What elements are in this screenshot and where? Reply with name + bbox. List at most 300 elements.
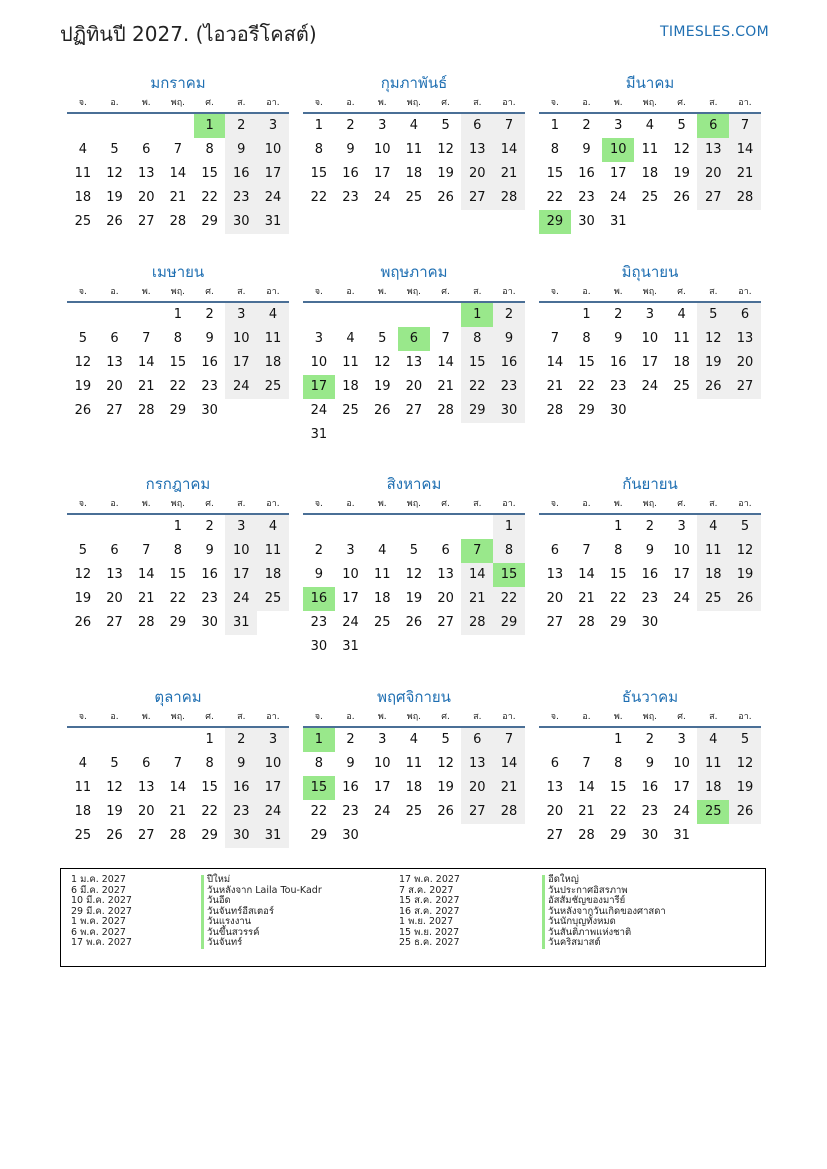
day-cell[interactable]: 19 (405, 591, 423, 606)
day-cell[interactable]: 21 (169, 190, 187, 205)
day-cell[interactable]: 6 (729, 303, 761, 327)
holiday-day-cell[interactable]: 6 (697, 114, 729, 138)
day-cell[interactable]: 26 (106, 214, 123, 229)
day-cell[interactable]: 16 (342, 166, 359, 181)
day-cell[interactable]: 25 (405, 190, 423, 205)
day-cell[interactable]: 11 (641, 142, 659, 157)
holiday-day-cell[interactable]: 6 (398, 327, 430, 351)
day-cell[interactable]: 14 (137, 355, 155, 370)
day-cell[interactable]: 7 (142, 331, 151, 346)
day-cell[interactable]: 18 (697, 776, 729, 800)
day-cell[interactable]: 30 (201, 403, 218, 418)
holiday-day-cell[interactable]: 1 (194, 114, 226, 138)
day-cell[interactable]: 16 (493, 351, 525, 375)
day-cell[interactable]: 9 (645, 543, 655, 558)
day-cell[interactable]: 28 (137, 615, 155, 630)
day-cell[interactable]: 9 (614, 331, 623, 346)
day-cell[interactable]: 16 (201, 355, 218, 370)
day-cell[interactable]: 9 (582, 142, 591, 157)
day-cell[interactable]: 7 (493, 728, 525, 752)
day-cell[interactable]: 24 (641, 379, 659, 394)
day-cell[interactable]: 7 (142, 543, 151, 558)
day-cell[interactable]: 19 (697, 351, 729, 375)
day-cell[interactable]: 17 (225, 563, 257, 587)
day-cell[interactable]: 18 (405, 166, 423, 181)
day-cell[interactable]: 12 (405, 567, 423, 582)
day-cell[interactable]: 20 (405, 379, 423, 394)
day-cell[interactable]: 28 (729, 186, 761, 210)
day-cell[interactable]: 18 (641, 166, 659, 181)
day-cell[interactable]: 30 (493, 399, 525, 423)
day-cell[interactable]: 23 (578, 190, 595, 205)
day-cell[interactable]: 24 (609, 190, 627, 205)
day-cell[interactable]: 20 (461, 776, 493, 800)
day-cell[interactable]: 6 (110, 331, 119, 346)
day-cell[interactable]: 29 (310, 828, 328, 843)
day-cell[interactable]: 14 (493, 138, 525, 162)
day-cell[interactable]: 13 (405, 355, 423, 370)
day-cell[interactable]: 2 (225, 728, 257, 752)
day-cell[interactable]: 7 (550, 331, 559, 346)
day-cell[interactable]: 31 (342, 639, 359, 654)
day-cell[interactable]: 19 (729, 776, 761, 800)
day-cell[interactable]: 30 (225, 210, 257, 234)
day-cell[interactable]: 4 (257, 303, 289, 327)
day-cell[interactable]: 24 (673, 804, 690, 819)
day-cell[interactable]: 5 (110, 142, 119, 157)
day-cell[interactable]: 12 (373, 355, 391, 370)
day-cell[interactable]: 4 (78, 142, 87, 157)
day-cell[interactable]: 12 (697, 327, 729, 351)
day-cell[interactable]: 9 (346, 142, 355, 157)
day-cell[interactable]: 13 (437, 567, 454, 582)
day-cell[interactable]: 14 (493, 752, 525, 776)
day-cell[interactable]: 10 (257, 752, 289, 776)
day-cell[interactable]: 11 (342, 355, 359, 370)
day-cell[interactable]: 16 (641, 780, 659, 795)
day-cell[interactable]: 18 (257, 563, 289, 587)
day-cell[interactable]: 5 (441, 732, 450, 747)
day-cell[interactable]: 2 (205, 307, 214, 322)
day-cell[interactable]: 18 (74, 190, 92, 205)
day-cell[interactable]: 28 (493, 800, 525, 824)
day-cell[interactable]: 21 (729, 162, 761, 186)
day-cell[interactable]: 11 (257, 327, 289, 351)
day-cell[interactable]: 12 (729, 539, 761, 563)
day-cell[interactable]: 3 (257, 114, 289, 138)
day-cell[interactable]: 4 (346, 331, 355, 346)
day-cell[interactable]: 23 (342, 804, 359, 819)
day-cell[interactable]: 5 (677, 118, 686, 133)
day-cell[interactable]: 13 (546, 567, 564, 582)
day-cell[interactable]: 29 (201, 828, 218, 843)
day-cell[interactable]: 24 (225, 587, 257, 611)
day-cell[interactable]: 19 (729, 563, 761, 587)
day-cell[interactable]: 18 (697, 563, 729, 587)
day-cell[interactable]: 23 (342, 190, 359, 205)
day-cell[interactable]: 17 (373, 166, 391, 181)
day-cell[interactable]: 24 (342, 615, 359, 630)
day-cell[interactable]: 24 (673, 591, 690, 606)
day-cell[interactable]: 5 (378, 331, 387, 346)
day-cell[interactable]: 27 (106, 403, 123, 418)
day-cell[interactable]: 17 (673, 567, 690, 582)
day-cell[interactable]: 28 (169, 828, 187, 843)
day-cell[interactable]: 18 (342, 379, 359, 394)
day-cell[interactable]: 21 (137, 379, 155, 394)
day-cell[interactable]: 18 (257, 351, 289, 375)
day-cell[interactable]: 27 (137, 214, 155, 229)
day-cell[interactable]: 3 (378, 732, 387, 747)
day-cell[interactable]: 19 (437, 780, 454, 795)
day-cell[interactable]: 4 (677, 307, 686, 322)
day-cell[interactable]: 24 (257, 800, 289, 824)
day-cell[interactable]: 5 (729, 515, 761, 539)
day-cell[interactable]: 9 (314, 567, 323, 582)
day-cell[interactable]: 12 (729, 752, 761, 776)
day-cell[interactable]: 8 (314, 142, 323, 157)
day-cell[interactable]: 4 (78, 756, 87, 771)
day-cell[interactable]: 20 (729, 351, 761, 375)
day-cell[interactable]: 2 (346, 118, 355, 133)
day-cell[interactable]: 26 (437, 804, 454, 819)
day-cell[interactable]: 28 (578, 828, 595, 843)
day-cell[interactable]: 16 (609, 355, 627, 370)
day-cell[interactable]: 28 (578, 615, 595, 630)
day-cell[interactable]: 28 (437, 403, 454, 418)
day-cell[interactable]: 27 (461, 186, 493, 210)
day-cell[interactable]: 29 (578, 403, 595, 418)
day-cell[interactable]: 7 (173, 142, 183, 157)
day-cell[interactable]: 20 (546, 591, 564, 606)
day-cell[interactable]: 2 (493, 303, 525, 327)
day-cell[interactable]: 8 (173, 543, 183, 558)
day-cell[interactable]: 6 (142, 756, 151, 771)
day-cell[interactable]: 15 (461, 351, 493, 375)
day-cell[interactable]: 16 (201, 567, 218, 582)
day-cell[interactable]: 29 (493, 611, 525, 635)
day-cell[interactable]: 14 (578, 567, 595, 582)
day-cell[interactable]: 16 (225, 776, 257, 800)
day-cell[interactable]: 10 (373, 142, 391, 157)
day-cell[interactable]: 7 (582, 756, 591, 771)
day-cell[interactable]: 18 (673, 355, 690, 370)
day-cell[interactable]: 8 (205, 142, 214, 157)
day-cell[interactable]: 22 (609, 804, 627, 819)
day-cell[interactable]: 22 (201, 804, 218, 819)
day-cell[interactable]: 20 (461, 162, 493, 186)
day-cell[interactable]: 20 (137, 190, 155, 205)
day-cell[interactable]: 2 (205, 519, 214, 534)
day-cell[interactable]: 2 (645, 732, 655, 747)
day-cell[interactable]: 25 (257, 587, 289, 611)
day-cell[interactable]: 24 (373, 190, 391, 205)
holiday-day-cell[interactable]: 16 (303, 587, 335, 611)
day-cell[interactable]: 20 (106, 379, 123, 394)
day-cell[interactable]: 2 (645, 519, 655, 534)
day-cell[interactable]: 17 (673, 780, 690, 795)
day-cell[interactable]: 12 (106, 780, 123, 795)
day-cell[interactable]: 22 (546, 190, 564, 205)
day-cell[interactable]: 25 (641, 190, 659, 205)
day-cell[interactable]: 9 (346, 756, 355, 771)
day-cell[interactable]: 19 (106, 190, 123, 205)
day-cell[interactable]: 6 (441, 543, 450, 558)
day-cell[interactable]: 17 (641, 355, 659, 370)
day-cell[interactable]: 6 (461, 114, 493, 138)
day-cell[interactable]: 28 (169, 214, 187, 229)
day-cell[interactable]: 29 (609, 828, 627, 843)
day-cell[interactable]: 10 (225, 327, 257, 351)
day-cell[interactable]: 24 (310, 403, 328, 418)
day-cell[interactable]: 25 (697, 587, 729, 611)
holiday-day-cell[interactable]: 17 (303, 375, 335, 399)
day-cell[interactable]: 31 (673, 828, 690, 843)
day-cell[interactable]: 10 (225, 539, 257, 563)
holiday-day-cell[interactable]: 10 (602, 138, 634, 162)
day-cell[interactable]: 26 (437, 190, 454, 205)
day-cell[interactable]: 28 (461, 611, 493, 635)
day-cell[interactable]: 16 (342, 780, 359, 795)
holiday-day-cell[interactable]: 15 (493, 563, 525, 587)
day-cell[interactable]: 23 (641, 804, 659, 819)
day-cell[interactable]: 1 (614, 519, 623, 534)
day-cell[interactable]: 1 (173, 519, 183, 534)
day-cell[interactable]: 2 (225, 114, 257, 138)
day-cell[interactable]: 26 (74, 615, 92, 630)
day-cell[interactable]: 3 (645, 307, 655, 322)
day-cell[interactable]: 29 (609, 615, 627, 630)
day-cell[interactable]: 29 (169, 615, 187, 630)
holiday-day-cell[interactable]: 1 (303, 728, 335, 752)
day-cell[interactable]: 27 (137, 828, 155, 843)
day-cell[interactable]: 11 (373, 567, 391, 582)
day-cell[interactable]: 27 (437, 615, 454, 630)
day-cell[interactable]: 28 (137, 403, 155, 418)
day-cell[interactable]: 8 (550, 142, 559, 157)
day-cell[interactable]: 21 (169, 804, 187, 819)
day-cell[interactable]: 11 (673, 331, 690, 346)
day-cell[interactable]: 15 (578, 355, 595, 370)
day-cell[interactable]: 6 (110, 543, 119, 558)
day-cell[interactable]: 15 (201, 166, 218, 181)
day-cell[interactable]: 1 (205, 732, 214, 747)
day-cell[interactable]: 13 (461, 752, 493, 776)
day-cell[interactable]: 8 (173, 331, 183, 346)
day-cell[interactable]: 4 (409, 732, 419, 747)
day-cell[interactable]: 12 (437, 756, 454, 771)
day-cell[interactable]: 22 (310, 804, 328, 819)
day-cell[interactable]: 7 (173, 756, 183, 771)
day-cell[interactable]: 25 (373, 615, 391, 630)
day-cell[interactable]: 20 (437, 591, 454, 606)
day-cell[interactable]: 13 (546, 780, 564, 795)
day-cell[interactable]: 23 (493, 375, 525, 399)
day-cell[interactable]: 24 (225, 375, 257, 399)
day-cell[interactable]: 23 (641, 591, 659, 606)
day-cell[interactable]: 15 (310, 166, 328, 181)
day-cell[interactable]: 26 (729, 587, 761, 611)
day-cell[interactable]: 27 (405, 403, 423, 418)
day-cell[interactable]: 7 (493, 114, 525, 138)
day-cell[interactable]: 5 (697, 303, 729, 327)
day-cell[interactable]: 5 (110, 756, 119, 771)
day-cell[interactable]: 1 (493, 515, 525, 539)
day-cell[interactable]: 26 (697, 375, 729, 399)
day-cell[interactable]: 17 (257, 162, 289, 186)
day-cell[interactable]: 29 (169, 403, 187, 418)
day-cell[interactable]: 12 (106, 166, 123, 181)
day-cell[interactable]: 27 (729, 375, 761, 399)
holiday-day-cell[interactable]: 7 (461, 539, 493, 563)
day-cell[interactable]: 11 (74, 166, 92, 181)
day-cell[interactable]: 2 (614, 307, 623, 322)
day-cell[interactable]: 13 (729, 327, 761, 351)
day-cell[interactable]: 8 (461, 327, 493, 351)
day-cell[interactable]: 6 (550, 756, 559, 771)
day-cell[interactable]: 24 (373, 804, 391, 819)
day-cell[interactable]: 3 (257, 728, 289, 752)
holiday-day-cell[interactable]: 15 (303, 776, 335, 800)
day-cell[interactable]: 9 (645, 756, 655, 771)
day-cell[interactable]: 25 (342, 403, 359, 418)
day-cell[interactable]: 27 (546, 828, 564, 843)
day-cell[interactable]: 20 (546, 804, 564, 819)
day-cell[interactable]: 25 (673, 379, 690, 394)
day-cell[interactable]: 21 (493, 162, 525, 186)
day-cell[interactable]: 4 (697, 728, 729, 752)
day-cell[interactable]: 8 (614, 756, 623, 771)
day-cell[interactable]: 3 (677, 732, 686, 747)
day-cell[interactable]: 17 (373, 780, 391, 795)
day-cell[interactable]: 8 (205, 756, 214, 771)
day-cell[interactable]: 9 (225, 752, 257, 776)
day-cell[interactable]: 31 (257, 210, 289, 234)
day-cell[interactable]: 8 (582, 331, 591, 346)
day-cell[interactable]: 21 (493, 776, 525, 800)
day-cell[interactable]: 30 (342, 828, 359, 843)
day-cell[interactable]: 3 (614, 118, 623, 133)
day-cell[interactable]: 22 (609, 591, 627, 606)
day-cell[interactable]: 11 (257, 539, 289, 563)
day-cell[interactable]: 1 (173, 307, 183, 322)
day-cell[interactable]: 18 (373, 591, 391, 606)
holiday-day-cell[interactable]: 25 (697, 800, 729, 824)
day-cell[interactable]: 30 (201, 615, 218, 630)
day-cell[interactable]: 14 (437, 355, 454, 370)
day-cell[interactable]: 1 (314, 118, 323, 133)
day-cell[interactable]: 26 (373, 403, 391, 418)
day-cell[interactable]: 3 (225, 303, 257, 327)
day-cell[interactable]: 4 (645, 118, 655, 133)
day-cell[interactable]: 3 (314, 331, 323, 346)
holiday-day-cell[interactable]: 1 (461, 303, 493, 327)
day-cell[interactable]: 1 (582, 307, 591, 322)
day-cell[interactable]: 16 (225, 162, 257, 186)
day-cell[interactable]: 26 (74, 403, 92, 418)
day-cell[interactable]: 4 (409, 118, 419, 133)
day-cell[interactable]: 14 (137, 567, 155, 582)
day-cell[interactable]: 19 (437, 166, 454, 181)
day-cell[interactable]: 11 (405, 142, 423, 157)
day-cell[interactable]: 16 (578, 166, 595, 181)
day-cell[interactable]: 22 (201, 190, 218, 205)
day-cell[interactable]: 20 (137, 804, 155, 819)
day-cell[interactable]: 31 (310, 427, 328, 442)
day-cell[interactable]: 15 (169, 355, 187, 370)
day-cell[interactable]: 30 (310, 639, 328, 654)
day-cell[interactable]: 25 (74, 828, 92, 843)
day-cell[interactable]: 19 (106, 804, 123, 819)
day-cell[interactable]: 9 (225, 138, 257, 162)
day-cell[interactable]: 10 (373, 756, 391, 771)
day-cell[interactable]: 7 (582, 543, 591, 558)
day-cell[interactable]: 28 (493, 186, 525, 210)
day-cell[interactable]: 15 (609, 567, 627, 582)
day-cell[interactable]: 25 (257, 375, 289, 399)
day-cell[interactable]: 26 (405, 615, 423, 630)
day-cell[interactable]: 3 (225, 515, 257, 539)
day-cell[interactable]: 2 (582, 118, 591, 133)
day-cell[interactable]: 27 (106, 615, 123, 630)
day-cell[interactable]: 11 (74, 780, 92, 795)
day-cell[interactable]: 31 (225, 611, 257, 635)
day-cell[interactable]: 18 (405, 780, 423, 795)
day-cell[interactable]: 15 (609, 780, 627, 795)
day-cell[interactable]: 10 (673, 756, 690, 771)
day-cell[interactable]: 30 (641, 615, 659, 630)
day-cell[interactable]: 17 (257, 776, 289, 800)
day-cell[interactable]: 2 (314, 543, 323, 558)
day-cell[interactable]: 26 (106, 828, 123, 843)
day-cell[interactable]: 30 (641, 828, 659, 843)
day-cell[interactable]: 9 (493, 327, 525, 351)
day-cell[interactable]: 14 (578, 780, 595, 795)
day-cell[interactable]: 10 (641, 331, 659, 346)
day-cell[interactable]: 23 (225, 800, 257, 824)
day-cell[interactable]: 21 (578, 804, 595, 819)
day-cell[interactable]: 14 (546, 355, 564, 370)
day-cell[interactable]: 25 (405, 804, 423, 819)
day-cell[interactable]: 14 (729, 138, 761, 162)
day-cell[interactable]: 10 (257, 138, 289, 162)
day-cell[interactable]: 28 (546, 403, 564, 418)
day-cell[interactable]: 29 (201, 214, 218, 229)
day-cell[interactable]: 13 (106, 567, 123, 582)
day-cell[interactable]: 6 (550, 543, 559, 558)
day-cell[interactable]: 22 (310, 190, 328, 205)
day-cell[interactable]: 13 (137, 166, 155, 181)
day-cell[interactable]: 19 (673, 166, 690, 181)
day-cell[interactable]: 6 (142, 142, 151, 157)
day-cell[interactable]: 23 (310, 615, 328, 630)
day-cell[interactable]: 30 (609, 403, 627, 418)
day-cell[interactable]: 21 (137, 591, 155, 606)
day-cell[interactable]: 8 (614, 543, 623, 558)
day-cell[interactable]: 20 (697, 162, 729, 186)
day-cell[interactable]: 1 (550, 118, 559, 133)
day-cell[interactable]: 10 (673, 543, 690, 558)
day-cell[interactable]: 4 (257, 515, 289, 539)
day-cell[interactable]: 21 (546, 379, 564, 394)
day-cell[interactable]: 3 (346, 543, 355, 558)
day-cell[interactable]: 17 (609, 166, 627, 181)
day-cell[interactable]: 18 (74, 804, 92, 819)
day-cell[interactable]: 30 (578, 214, 595, 229)
day-cell[interactable]: 11 (697, 539, 729, 563)
day-cell[interactable]: 5 (729, 728, 761, 752)
day-cell[interactable]: 15 (546, 166, 564, 181)
